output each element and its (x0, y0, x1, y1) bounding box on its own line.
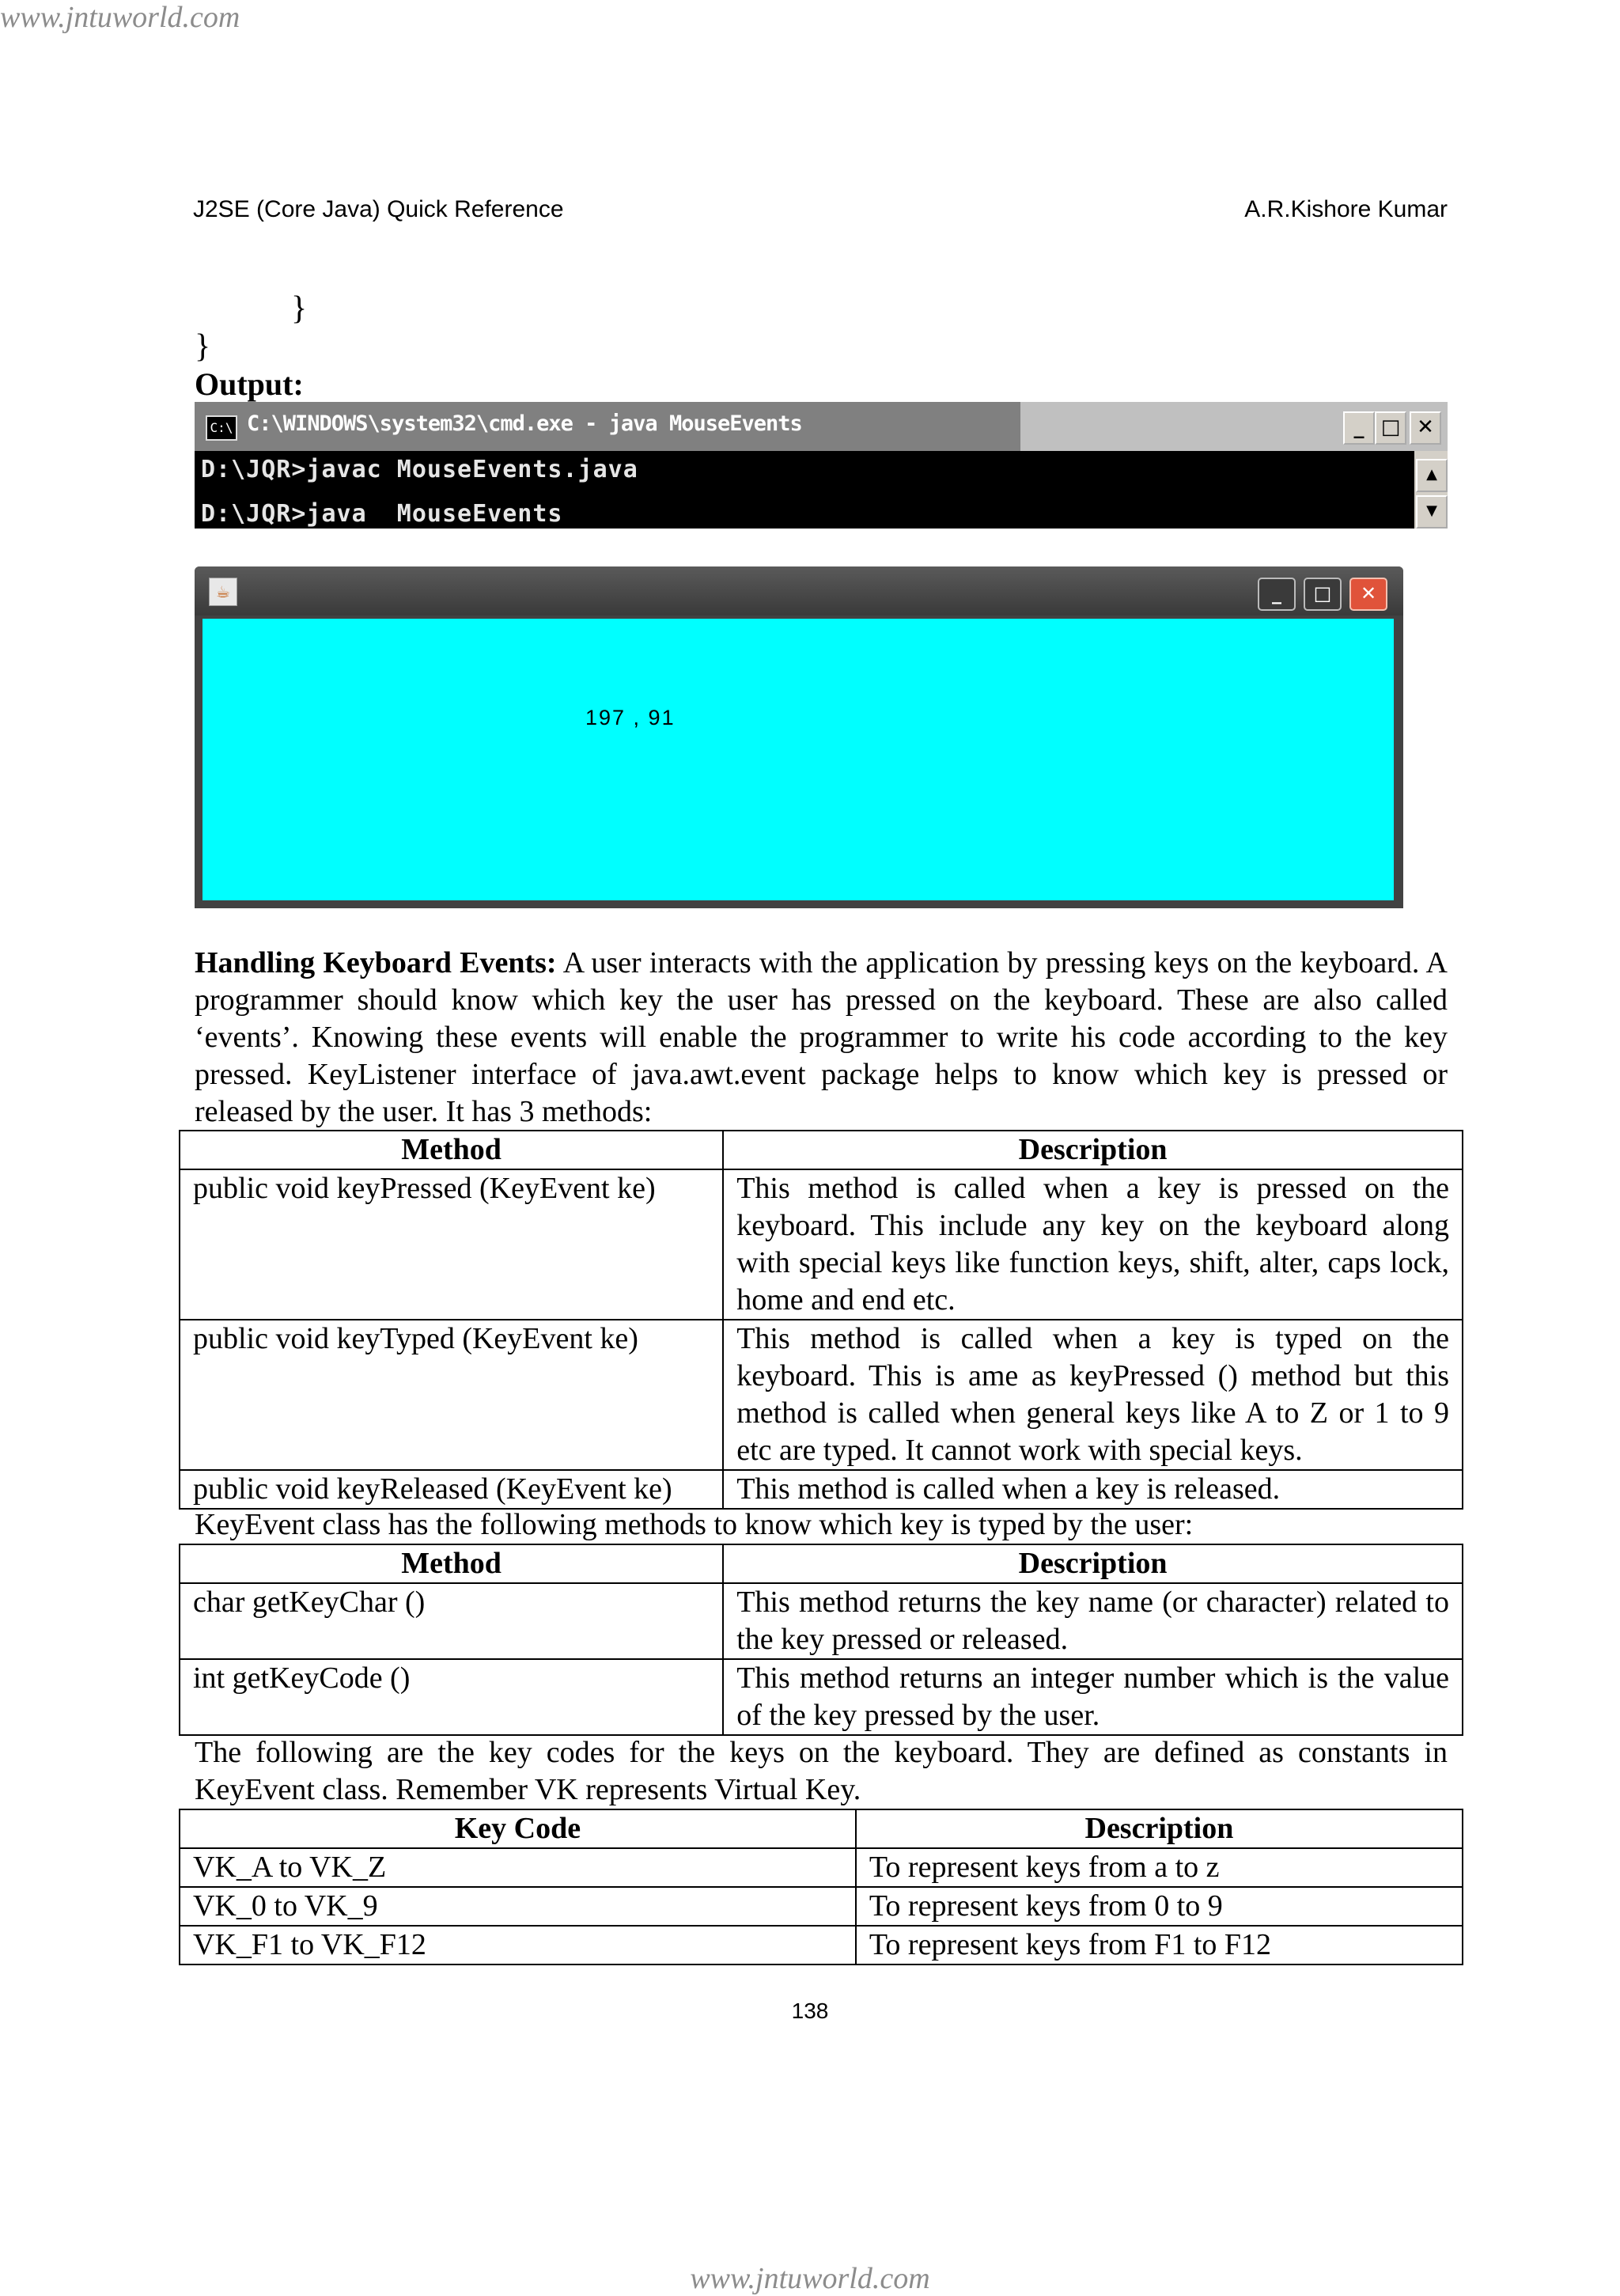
java-frame-window (195, 566, 1403, 908)
cmd-line-2: D:\JQR>java MouseEvents (201, 500, 563, 528)
intro-heading: Handling Keyboard Events: (195, 946, 557, 979)
keycode-cell: VK_0 to VK_9 (180, 1887, 856, 1926)
watermark-top: www.jntuworld.com (0, 1, 240, 34)
java-cup-icon: ☕ (209, 578, 237, 606)
table-header-keycode: Key Code (180, 1809, 856, 1848)
output-label: Output: (195, 366, 304, 402)
table-header-row (180, 1809, 1463, 1848)
keycode-cell: VK_F1 to VK_F12 (180, 1926, 856, 1964)
keycodes-intro: The following are the key codes for the keys on the keyboard. They are defined as constants in KeyEvent class. Remember VK represents Virtual Key. (195, 1736, 1448, 1806)
cmd-title-bar (195, 402, 1448, 451)
scroll-down-icon[interactable]: ▼ (1416, 495, 1448, 529)
page-number: 138 (791, 1999, 829, 2023)
table-header-method: Method (180, 1544, 723, 1583)
method-cell: int getKeyCode () (180, 1659, 723, 1735)
java-frame-title-bar (195, 566, 1403, 616)
cmd-title-text: C:\WINDOWS\system32\cmd.exe - java MouseEvents (247, 411, 802, 436)
description-cell: This method returns an integer number which is the value of the key pressed by the user. (723, 1659, 1463, 1735)
frame-maximize-button[interactable]: □ (1304, 578, 1342, 611)
keycode-cell: VK_A to VK_Z (180, 1848, 856, 1887)
table-header-row (180, 1131, 1463, 1169)
description-cell: To represent keys from 0 to 9 (856, 1887, 1463, 1926)
header-title: J2SE (Core Java) Quick Reference (193, 196, 564, 222)
table-row (180, 1583, 1463, 1659)
table-header-description: Description (723, 1131, 1463, 1169)
minimize-button[interactable]: _ (1343, 411, 1375, 445)
mouse-coordinates: 197 , 91 (585, 706, 676, 729)
keycodes-table (179, 1809, 1463, 1965)
description-cell: This method is called when a key is typed on the keyboard. This is ame as keyPressed () method but this method is called when general keys like A to Z or 1 to 9 etc are typed. It cannot work with special keys. (723, 1320, 1463, 1470)
keylistener-methods-table (179, 1130, 1463, 1510)
frame-close-button[interactable]: ✕ (1349, 578, 1387, 611)
method-cell: public void keyReleased (KeyEvent ke) (180, 1470, 723, 1509)
table-row (180, 1659, 1463, 1735)
description-cell: This method is called when a key is pressed on the keyboard. This include any key on the keyboard along with special keys like function keys, shift, alter, caps lock, home and end etc. (723, 1169, 1463, 1320)
keyevent-intro: KeyEvent class has the following methods to know which key is typed by the user: (195, 1508, 1194, 1541)
table-row (180, 1848, 1463, 1887)
table-header-description: Description (856, 1809, 1463, 1848)
description-cell: To represent keys from a to z (856, 1848, 1463, 1887)
scroll-up-icon[interactable]: ▲ (1416, 459, 1448, 492)
description-cell: This method is called when a key is released. (723, 1470, 1463, 1509)
description-cell: To represent keys from F1 to F12 (856, 1926, 1463, 1964)
method-cell: public void keyPressed (KeyEvent ke) (180, 1169, 723, 1320)
table-row (180, 1887, 1463, 1926)
method-cell: public void keyTyped (KeyEvent ke) (180, 1320, 723, 1470)
table-header-row (180, 1544, 1463, 1583)
code-brace-inner: } (291, 290, 308, 327)
table-row (180, 1470, 1463, 1509)
cmd-line-1: D:\JQR>javac MouseEvents.java (201, 456, 638, 483)
maximize-button[interactable]: □ (1375, 411, 1406, 445)
table-row (180, 1320, 1463, 1470)
description-cell: This method returns the key name (or character) related to the key pressed or released. (723, 1583, 1463, 1659)
table-row (180, 1926, 1463, 1964)
frame-canvas[interactable] (202, 619, 1394, 900)
intro-paragraph (195, 945, 1448, 1131)
code-brace-outer: } (195, 328, 211, 365)
watermark-bottom: www.jntuworld.com (690, 2262, 930, 2295)
table-header-description: Description (723, 1544, 1463, 1583)
cmd-icon: C:\ (206, 415, 237, 441)
frame-minimize-button[interactable]: _ (1258, 578, 1296, 611)
method-cell: char getKeyChar () (180, 1583, 723, 1659)
intro-text: A user interacts with the application by pressing keys on the keyboard. A programmer should know which key the user has pressed on the keyboard. These are also called ‘events’. Knowing these events will enable the programmer to write his code according to the key pressed. KeyListener interface of java.awt.event package helps to know which key is pressed or released by the user. It has 3 methods: (195, 946, 1448, 1128)
close-button[interactable]: ✕ (1410, 411, 1441, 445)
keyevent-methods-table (179, 1544, 1463, 1736)
header-author: A.R.Kishore Kumar (1244, 196, 1448, 222)
cmd-window (195, 402, 1448, 529)
cmd-scrollbar[interactable] (1414, 451, 1448, 529)
table-header-method: Method (180, 1131, 723, 1169)
table-row (180, 1169, 1463, 1320)
